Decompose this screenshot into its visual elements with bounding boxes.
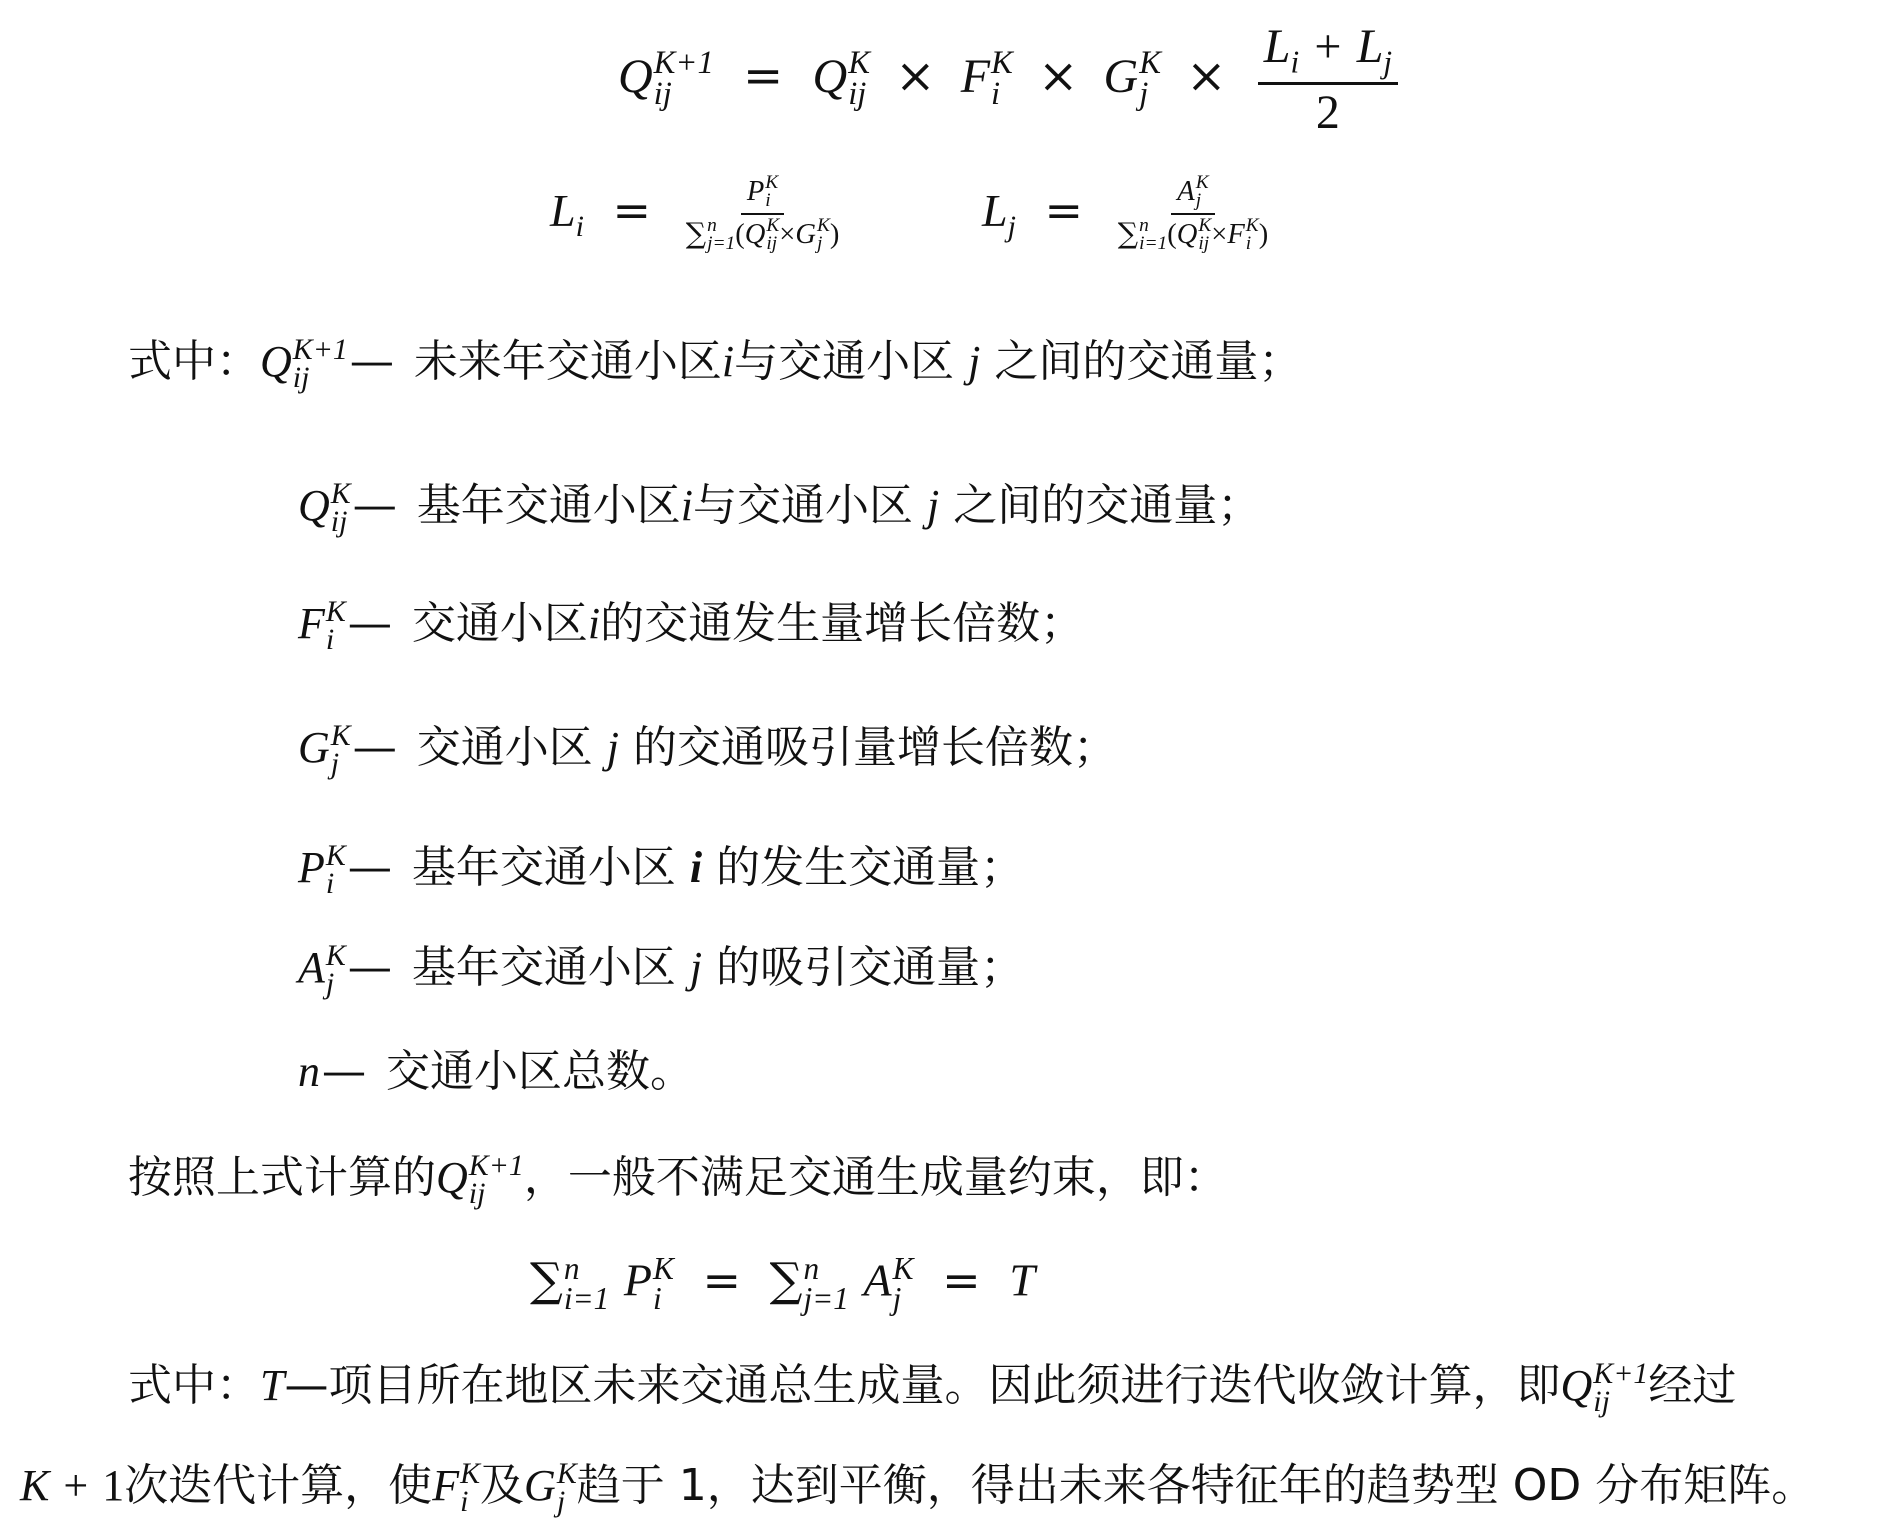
definition-line-5: P K i — 基年交通小区 i 的发生交通量；	[298, 839, 1025, 901]
equation-li: $L_i$ = P K i ∑ n j=1 (Q K ij ×G K j )	[550, 172, 840, 255]
equation-lj: $L_j$ = A K j ∑ n i=1 (Q K ij ×F K i )	[982, 172, 1269, 255]
eq-li-fraction: P K i ∑ n j=1 (Q K ij ×G K j )	[685, 172, 840, 255]
definition-line-1: 式中：Q K+1 ij — 未来年交通小区i与交通小区 j 之间的交通量；	[128, 333, 1303, 395]
definition-line-7: n— 交通小区总数。	[298, 1046, 694, 1097]
eq-main-lhs: Q	[618, 49, 653, 103]
paragraph-2-line-2: K + 1次迭代计算，使F K i 及G K j 趋于 1，达到平衡，得出未来各特征年的趋势型 OD 分布矩阵。	[20, 1457, 1816, 1519]
paragraph-2-line-1: 式中：T—项目所在地区未来交通总生成量。因此须进行迭代收敛计算，即Q K+1 ij 经过	[128, 1357, 1737, 1419]
paragraph-1: 按照上式计算的Q K+1 ij ，一般不满足交通生成量约束，即：	[128, 1149, 1228, 1211]
equation-main: Q K+1 ij = Q K ij × F K i × G K j × $\frac{L_i + L_j}{2}$	[618, 22, 1404, 137]
definition-line-6: A K j — 基年交通小区 j 的吸引交通量；	[298, 939, 1025, 1001]
eq-main-fraction: $\frac{L_i + L_j}{2}$	[1258, 22, 1398, 137]
definition-line-3: F K i — 交通小区i的交通发生量增长倍数；	[298, 595, 1085, 657]
definition-line-4: G K j — 交通小区 j 的交通吸引量增长倍数；	[298, 719, 1117, 781]
definition-line-2: Q K ij — 基年交通小区i与交通小区 j 之间的交通量；	[298, 477, 1262, 539]
equation-constraint: ∑ n i=1 P K i = ∑ n j=1 A K j = T	[530, 1251, 1035, 1316]
eq-lj-fraction: A K j ∑ n i=1 (Q K ij ×F K i )	[1117, 172, 1269, 255]
